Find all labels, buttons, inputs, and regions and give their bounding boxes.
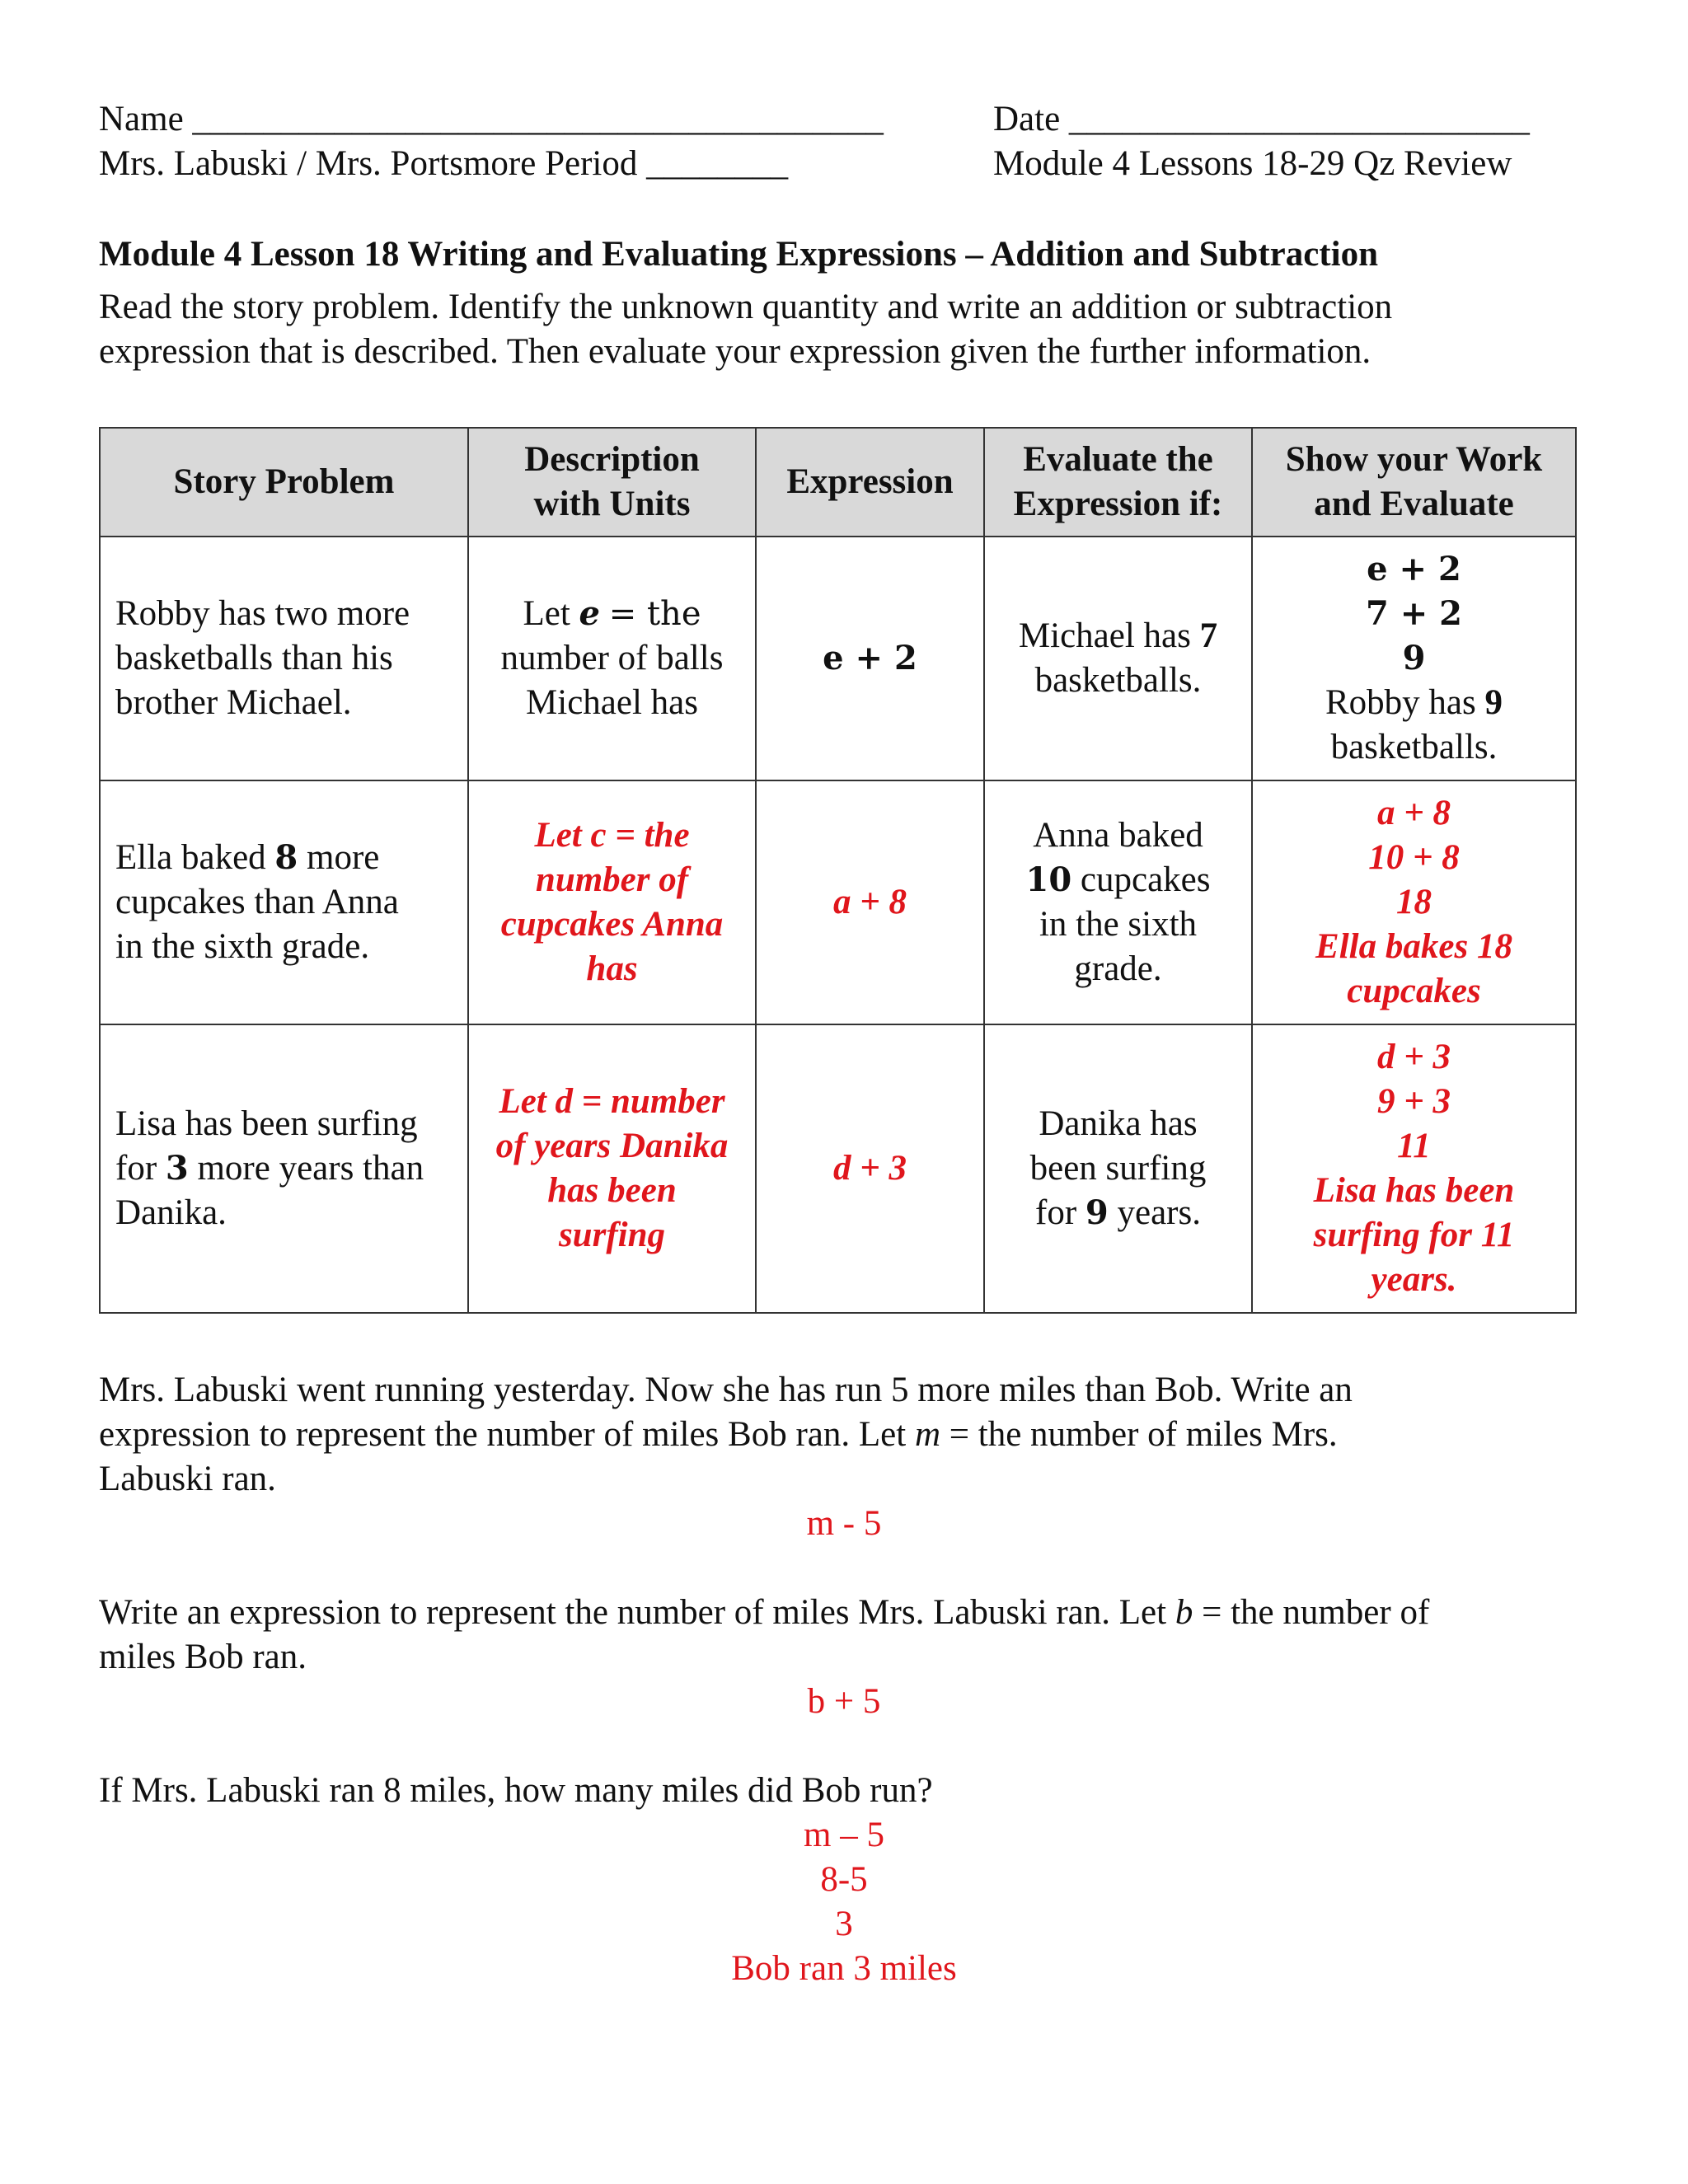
work-cell: e + 2 7 + 2 9 Robby has 9 basketballs.	[1252, 537, 1576, 780]
date-line	[993, 97, 1530, 142]
work-cell: d + 3 9 + 3 11 Lisa has been surfing for 11 years.	[1252, 1024, 1576, 1313]
module-title: Module 4 Lessons 18-29 Qz Review	[993, 144, 1512, 183]
name-label: Name	[99, 100, 184, 138]
instructions-line-1: Read the story problem. Identify the unknown quantity and write an addition or subtraction	[99, 288, 1393, 326]
date-blank: __________________________	[1068, 100, 1530, 138]
instructions-line-2: expression that is described. Then evaluate your expression given the further information.	[99, 332, 1372, 371]
header-description: Description with Units	[468, 428, 756, 537]
q1-line-3: Labuski ran.	[99, 1460, 276, 1498]
q3-answer-line-4: Bob ran 3 miles	[731, 1949, 957, 1988]
expression-cell: a + 8	[756, 780, 984, 1024]
q3-answer-line-3: 3	[835, 1905, 853, 1943]
header-show-work: Show your Work and Evaluate	[1252, 428, 1576, 537]
table-header-row	[100, 428, 1576, 537]
table-row	[100, 1024, 1576, 1313]
q1-answer: m - 5	[806, 1504, 882, 1543]
name-line	[99, 97, 884, 142]
q1-line-1: Mrs. Labuski went running yesterday. Now she has run 5 more miles than Bob. Write an	[99, 1371, 1353, 1409]
q3-question: If Mrs. Labuski ran 8 miles, how many miles did Bob run?	[99, 1771, 933, 1810]
evaluate-cell: Anna baked 10 cupcakes in the sixth grade.	[984, 780, 1252, 1024]
header-evaluate: Evaluate the Expression if:	[984, 428, 1252, 537]
q2-line-1: Write an expression to represent the number of miles Mrs. Labuski ran. Let b = the number of	[99, 1593, 1430, 1632]
description-cell: Let c = the number of cupcakes Anna has	[468, 780, 756, 1024]
story-cell: Lisa has been surfing for 3 more years than Danika.	[100, 1024, 468, 1313]
section-title: Module 4 Lesson 18 Writing and Evaluating Expressions – Addition and Subtraction	[99, 235, 1378, 274]
evaluate-cell: Michael has 7 basketballs.	[984, 537, 1252, 780]
teacher-names: Mrs. Labuski / Mrs. Portsmore Period	[99, 144, 638, 183]
evaluate-cell: Danika has been surfing for 9 years.	[984, 1024, 1252, 1313]
expressions-table	[99, 427, 1577, 1314]
table-row	[100, 537, 1576, 780]
work-cell: a + 8 10 + 8 18 Ella bakes 18 cupcakes	[1252, 780, 1576, 1024]
q2-answer: b + 5	[807, 1682, 881, 1721]
description-cell: Let d = number of years Danika has been surfing	[468, 1024, 756, 1313]
period-blank: ________	[646, 144, 789, 183]
expression-cell: e + 2	[756, 537, 984, 780]
expression-cell: d + 3	[756, 1024, 984, 1313]
date-label: Date	[993, 100, 1061, 138]
teacher-line	[99, 142, 788, 186]
table-row	[100, 780, 1576, 1024]
q1-line-2: expression to represent the number of miles Bob ran. Let m = the number of miles Mrs.	[99, 1415, 1338, 1454]
q3-answer-line-2: 8-5	[820, 1860, 868, 1899]
header-story-problem: Story Problem	[100, 428, 468, 537]
header-expression: Expression	[756, 428, 984, 537]
q2-line-2: miles Bob ran.	[99, 1638, 307, 1676]
description-cell: Let e = the number of balls Michael has	[468, 537, 756, 780]
q3-answer-line-1: m – 5	[804, 1816, 884, 1854]
name-blank: _______________________________________	[192, 100, 884, 138]
story-cell: Ella baked 8 more cupcakes than Anna in the sixth grade.	[100, 780, 468, 1024]
story-cell: Robby has two more basketballs than his brother Michael.	[100, 537, 468, 780]
